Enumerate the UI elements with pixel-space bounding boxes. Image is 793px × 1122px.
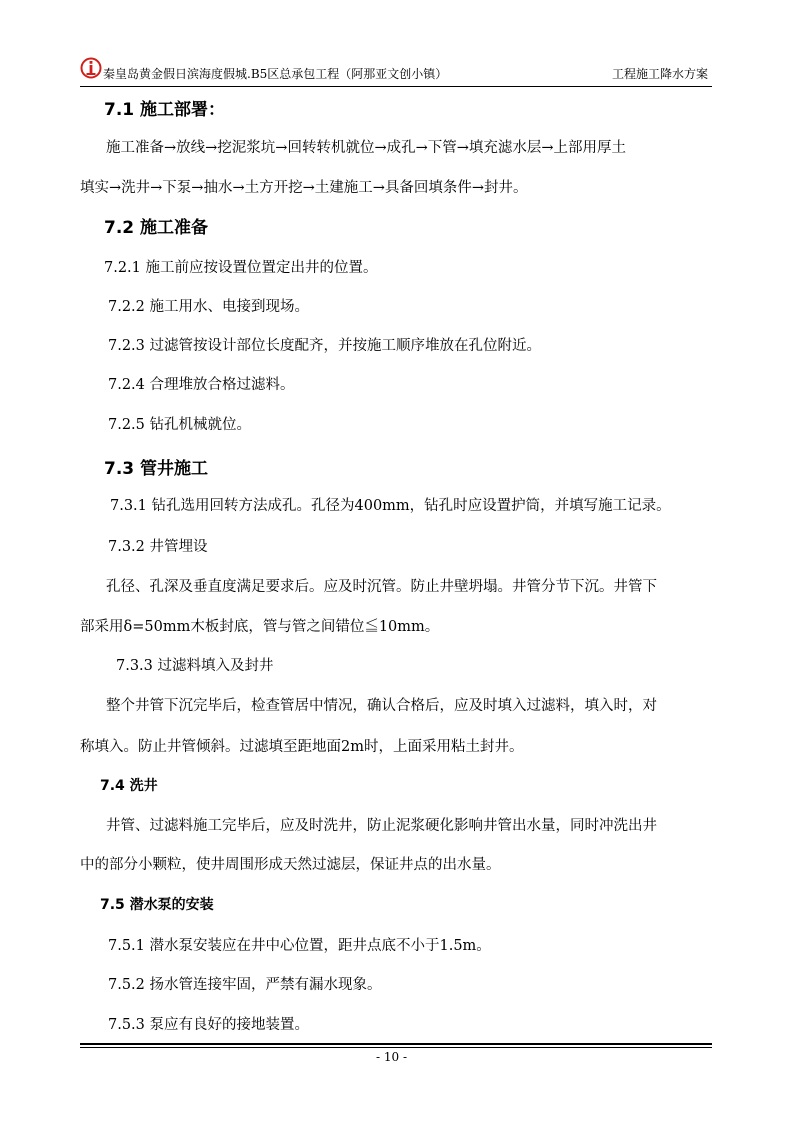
section-7-5-heading: 7.5 潜水泵的安装 — [100, 897, 214, 913]
header-project-title: 秦皇岛黄金假日滨海度假城.B5区总承包工程（阿那亚文创小镇） — [103, 67, 448, 81]
company-logo-icon — [80, 57, 102, 79]
section-7-1-heading: 7.1 施工部署： — [104, 100, 226, 120]
item-7-5-2: 7.5.2 扬水管连接牢固，严禁有漏水现象。 — [108, 977, 382, 993]
footer-rule-top — [80, 1043, 712, 1045]
section-7-3-heading: 7.3 管井施工 — [104, 459, 209, 479]
header-document-title: 工程施工降水方案 — [612, 67, 709, 81]
item-7-2-1: 7.2.1 施工前应按设置位置定出井的位置。 — [104, 260, 378, 276]
item-7-2-3: 7.2.3 过滤管按设计部位长度配齐，并按施工顺序堆放在孔位附近。 — [108, 338, 542, 354]
item-7-5-1: 7.5.1 潜水泵安装应在井中心位置，距井点底不小于1.5m。 — [108, 938, 491, 954]
section-7-4-text-line-1: 井管、过滤料施工完毕后，应及时洗井，防止泥浆硬化影响井管出水量，同时冲洗出井 — [106, 818, 657, 834]
header-rule — [80, 86, 712, 87]
item-7-3-2: 7.3.2 井管埋设 — [108, 539, 208, 555]
item-7-5-3: 7.5.3 泵应有良好的接地装置。 — [108, 1017, 310, 1033]
section-7-3-2-text-line-1: 孔径、孔深及垂直度满足要求后。应及时沉管。防止井壁坍塌。井管分节下沉。井管下 — [106, 579, 657, 595]
section-7-3-3-text-line-2: 称填入。防止井管倾斜。过滤填至距地面2m时，上面采用粘土封井。 — [80, 739, 524, 755]
page-number: - 10 - — [376, 1050, 408, 1064]
section-7-1-text-line-2: 填实→洗井→下泵→抽水→土方开挖→土建施工→具备回填条件→封井。 — [80, 180, 528, 196]
item-7-3-3: 7.3.3 过滤料填入及封井 — [116, 658, 274, 674]
section-7-3-3-text-line-1: 整个井管下沉完毕后，检查管居中情况，确认合格后，应及时填入过滤料，填入时，对 — [106, 698, 657, 714]
footer-rule-bottom — [80, 1047, 712, 1048]
item-7-2-5: 7.2.5 钻孔机械就位。 — [108, 417, 252, 433]
item-7-2-4: 7.2.4 合理堆放合格过滤料。 — [108, 377, 295, 393]
section-7-2-heading: 7.2 施工准备 — [104, 218, 209, 238]
item-7-2-2: 7.2.2 施工用水、电接到现场。 — [108, 299, 310, 315]
section-7-4-text-line-2: 中的部分小颗粒，使井周围形成天然过滤层，保证井点的出水量。 — [80, 857, 501, 873]
section-7-3-2-text-line-2: 部采用δ=50mm木板封底，管与管之间错位≦10mm。 — [80, 619, 440, 635]
item-7-3-1: 7.3.1 钻孔选用回转方法成孔。孔径为400mm，钻孔时应设置护筒，并填写施工记录。 — [110, 498, 671, 514]
section-7-4-heading: 7.4 洗井 — [100, 778, 158, 794]
section-7-1-text-line-1: 施工准备→放线→挖泥浆坑→回转转机就位→成孔→下管→填充滤水层→上部用厚土 — [106, 140, 627, 156]
